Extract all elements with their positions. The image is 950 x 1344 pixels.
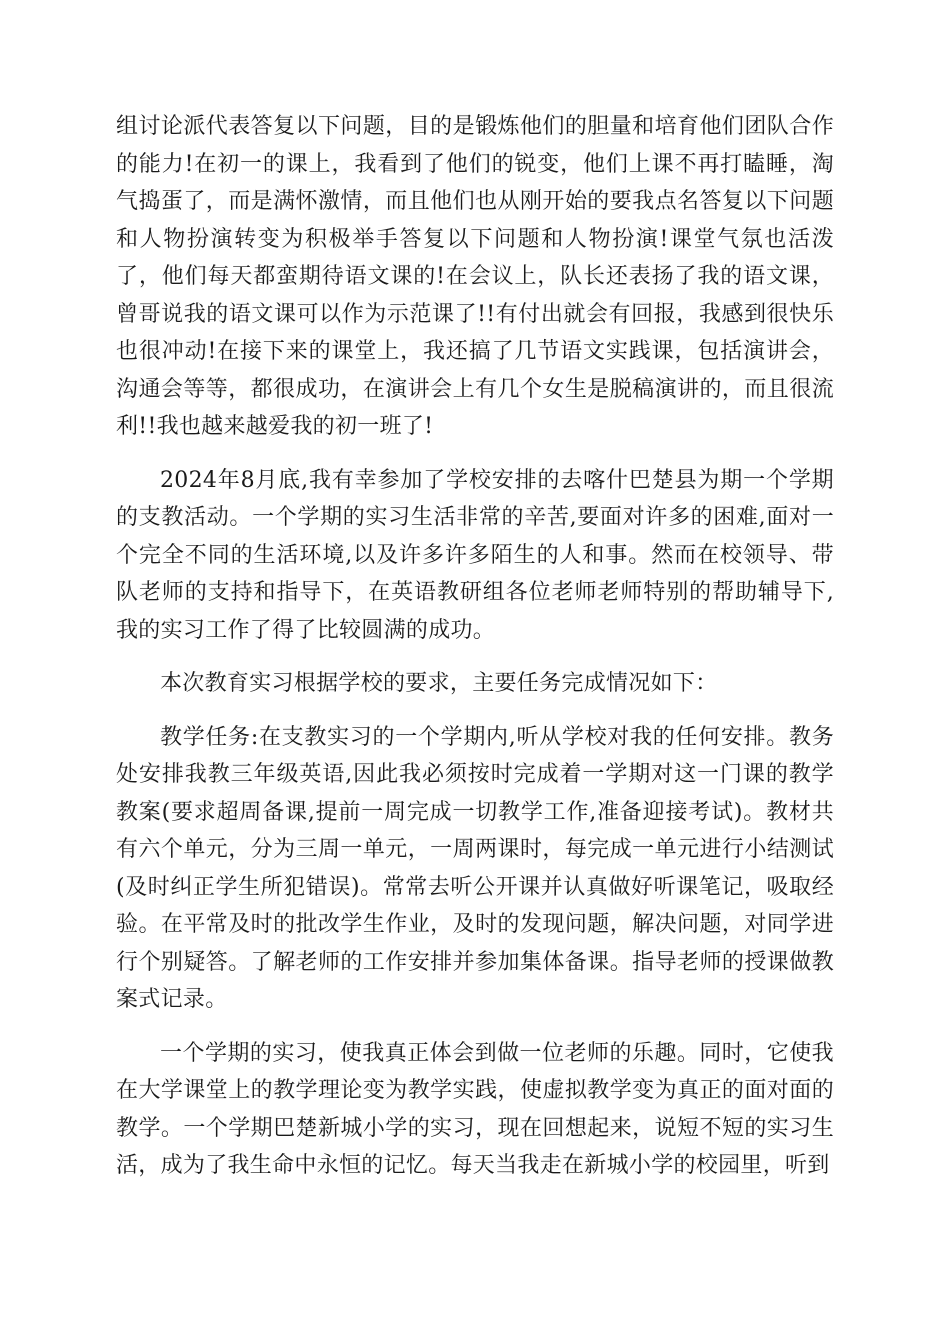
paragraph-gap (116, 1019, 834, 1035)
paragraph-5: 一个学期的实习，使我真正体会到做一位老师的乐趣。同时，它使我在大学课堂上的教学理论变为教学实践，使虚拟教学变为真正的面对面的教学。一个学期巴楚新城小学的实习，现在回想起来，说短不短的实习生活，成为了我生命中永恒的记忆。每天当我走在新城小学的校园里，听到 (116, 1040, 834, 1178)
paragraph-gap (116, 446, 834, 462)
paragraph-gap (116, 703, 834, 719)
paragraph-3: 本次教育实习根据学校的要求，主要任务完成情况如下： (160, 671, 718, 696)
paragraph-4: 教学任务:在支教实习的一个学期内,听从学校对我的任何安排。教务处安排我教三年级英语,因此我必须按时完成着一学期对这一门课的教学教案(要求超周备课,提前一周完成一切教学工作,准备迎接考试)。教材共有六个单元，分为三周一单元，一周两课时，每完成一单元进行小结测试(及时纠正学生所犯错误)。常常去听公开课并认真做好听课笔记，吸取经验。在平常及时的批改学生作业，及时的发现问题，解决问题，对同学进行个别疑答。了解老师的工作安排并参加集体备课。指导老师的授课做教案式记录。 (116, 724, 834, 1012)
paragraph-gap (116, 649, 834, 665)
document-body (116, 108, 834, 1185)
paragraph-2: 2024年8月底,我有幸参加了学校安排的去喀什巴楚县为期一个学期的支教活动。一个学期的实习生活非常的辛苦,要面对许多的困难,面对一个完全不同的生活环境,以及许多许多陌生的人和事。然而在校领导、带队老师的支持和指导下，在英语教研组各位老师老师特别的帮助辅导下,我的实习工作了得了比较圆满的成功。 (116, 467, 834, 643)
paragraph-1: 组讨论派代表答复以下问题，目的是锻炼他们的胆量和培育他们团队合作的能力!在初一的课上，我看到了他们的锐变，他们上课不再打瞌睡，淘气捣蛋了，而是满怀激情，而且他们也从刚开始的要我点名答复以下问题和人物扮演转变为积极举手答复以下问题和人物扮演!课堂气氛也活泼了，他们每天都蛮期待语文课的!在会议上，队长还表扬了我的语文课，曾哥说我的语文课可以作为示范课了!!有付出就会有回报，我感到很快乐也很冲动!在接下来的课堂上，我还搞了几节语文实践课，包括演讲会，沟通会等等，都很成功，在演讲会上有几个女生是脱稿演讲的，而且很流利!!我也越来越爱我的初一班了! (116, 114, 834, 439)
